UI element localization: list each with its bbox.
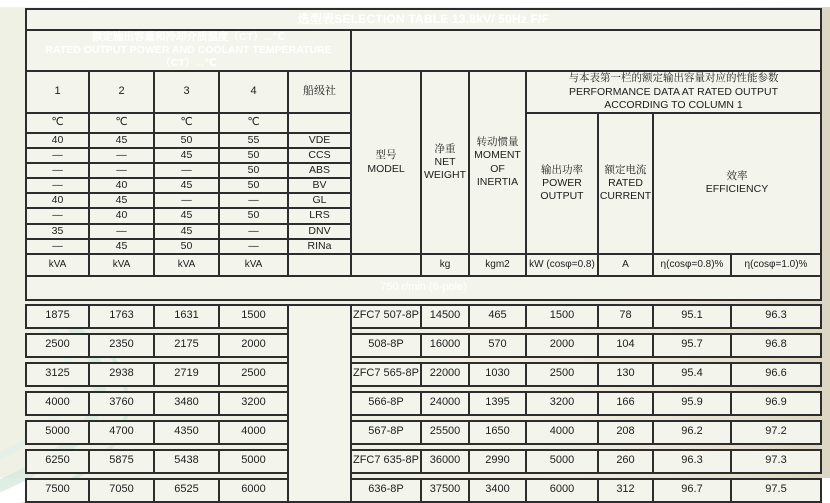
efficiency08-cell: 96.3 (653, 450, 731, 473)
capacity-cell: 2719 (154, 363, 219, 386)
temp-cell: 50 (219, 148, 288, 163)
model-cell: ZFC7 565-8P (351, 363, 421, 386)
capacity-cell: 2500 (219, 363, 288, 386)
top-white-strip (0, 0, 830, 7)
capacity-cell: 3125 (26, 363, 89, 386)
temp-cell: 45 (154, 224, 219, 239)
inertia-header: 转动惯量 MOMENT OF INERTIA (469, 71, 526, 253)
model-cell: 508-8P (351, 334, 421, 357)
model-cell: 566-8P (351, 392, 421, 415)
subtitle-zh: 额定输出容量和冷却介质温度（CT）...℃ (92, 31, 285, 43)
column-2-header: 2 (89, 71, 154, 112)
temp-cell: 45 (154, 148, 219, 163)
efficiency08-cell: 96.2 (653, 421, 731, 444)
temp-cell: 45 (154, 178, 219, 193)
temp-cell: — (154, 163, 219, 178)
page-title: 选型表SELECTION TABLE 13.8kV/ 50Hz F/F (26, 9, 821, 30)
current-cell: 130 (598, 363, 653, 386)
data-row (26, 363, 821, 386)
unit-kg-cell: kg (421, 254, 469, 276)
net-weight-header: 净重 NET WEIGHT (421, 71, 469, 253)
society-cell: GL (288, 193, 351, 208)
column-1-header: 1 (26, 71, 89, 112)
weight-cell: 22000 (421, 363, 469, 386)
units-row (26, 254, 821, 276)
capacity-cell: 6250 (26, 450, 89, 473)
capacity-cell: 6525 (154, 479, 219, 502)
capacity-cell: 7500 (26, 479, 89, 502)
temp-cell: — (89, 148, 154, 163)
column-4-header: 4 (219, 71, 288, 112)
efficiency08-cell: 96.7 (653, 479, 731, 502)
capacity-cell: 4000 (26, 392, 89, 415)
temp-cell: 40 (89, 208, 154, 223)
capacity-cell: 7050 (89, 479, 154, 502)
rpm-band-row (26, 276, 821, 300)
temp-cell: 35 (26, 224, 89, 239)
unit-a-cell: A (598, 254, 653, 276)
weight-cell: 36000 (421, 450, 469, 473)
temp-cell: 40 (26, 133, 89, 148)
capacity-cell: 5438 (154, 450, 219, 473)
capacity-cell: 6000 (219, 479, 288, 502)
power-cell: 5000 (526, 450, 598, 473)
unit-eta08-cell: η(cosφ=0.8)% (653, 254, 731, 276)
weight-cell: 14500 (421, 305, 469, 328)
column-number-row (26, 71, 821, 112)
temp-cell: — (219, 193, 288, 208)
society-cell: BV (288, 178, 351, 193)
capacity-cell: 2000 (219, 334, 288, 357)
capacity-cell: 2175 (154, 334, 219, 357)
subtitle-cell (26, 30, 351, 71)
data-row (26, 450, 821, 473)
current-cell: 166 (598, 392, 653, 415)
current-cell: 104 (598, 334, 653, 357)
inertia-cell: 570 (469, 334, 526, 357)
performance-header: 与本表第一栏的额定输出容量对应的性能参数 PERFORMANCE DATA AT RATED OUTPUT ACCORDING TO COLUMN 1 (526, 71, 821, 112)
model-cell: ZFC7 507-8P (351, 305, 421, 328)
society-blank-column (288, 305, 351, 502)
society-blank-cell (288, 113, 351, 133)
efficiency10-cell: 97.3 (731, 450, 821, 473)
column-3-header: 3 (154, 71, 219, 112)
selection-table (25, 8, 822, 503)
temp-cell: 40 (89, 178, 154, 193)
temp-cell: — (26, 239, 89, 254)
unit-kva-cell: kVA (89, 254, 154, 276)
inertia-cell: 465 (469, 305, 526, 328)
temp-cell: — (219, 224, 288, 239)
capacity-cell: 4350 (154, 421, 219, 444)
efficiency08-cell: 95.9 (653, 392, 731, 415)
unit-kva-cell: kVA (154, 254, 219, 276)
current-cell: 260 (598, 450, 653, 473)
society-cell: DNV (288, 224, 351, 239)
capacity-cell: 2350 (89, 334, 154, 357)
power-cell: 1500 (526, 305, 598, 328)
power-cell: 6000 (526, 479, 598, 502)
temp-cell: 55 (219, 133, 288, 148)
subtitle-en: RATED OUTPUT POWER AND COOLANT TEMPERATURE（CT）...℃ (45, 44, 332, 70)
weight-cell: 25500 (421, 421, 469, 444)
data-row (26, 392, 821, 415)
current-cell: 78 (598, 305, 653, 328)
capacity-cell: 1500 (219, 305, 288, 328)
temp-cell: — (26, 148, 89, 163)
efficiency08-cell: 95.1 (653, 305, 731, 328)
temp-cell: — (89, 163, 154, 178)
efficiency08-cell: 95.7 (653, 334, 731, 357)
data-row (26, 305, 821, 328)
model-cell: ZFC7 635-8P (351, 450, 421, 473)
title-row (26, 9, 821, 30)
unit-blank-cell (288, 254, 351, 276)
inertia-cell: 1395 (469, 392, 526, 415)
efficiency08-cell: 95.4 (653, 363, 731, 386)
capacity-cell: 5875 (89, 450, 154, 473)
temp-unit-cell: ℃ (26, 113, 89, 133)
temp-cell: — (154, 193, 219, 208)
subtitle-row (26, 30, 821, 71)
efficiency10-cell: 96.8 (731, 334, 821, 357)
temp-cell: 45 (89, 239, 154, 254)
rpm-band-label: 750 r/min (8-pole) (26, 276, 821, 300)
efficiency10-cell: 97.5 (731, 479, 821, 502)
temp-cell: — (26, 178, 89, 193)
unit-kgm2-cell: kgm2 (469, 254, 526, 276)
temp-cell: 50 (219, 208, 288, 223)
rated-current-header: 额定电流 RATED CURRENT (598, 113, 653, 254)
temp-cell: — (26, 208, 89, 223)
efficiency-header: 效率 EFFICIENCY (653, 113, 821, 254)
capacity-cell: 4000 (219, 421, 288, 444)
efficiency10-cell: 96.6 (731, 363, 821, 386)
temp-cell: 40 (26, 193, 89, 208)
capacity-cell: 1875 (26, 305, 89, 328)
current-cell: 312 (598, 479, 653, 502)
capacity-cell: 1763 (89, 305, 154, 328)
model-cell: 567-8P (351, 421, 421, 444)
temp-cell: 50 (154, 133, 219, 148)
temp-cell: 50 (154, 239, 219, 254)
weight-cell: 16000 (421, 334, 469, 357)
weight-cell: 24000 (421, 392, 469, 415)
temp-cell: 45 (154, 208, 219, 223)
temp-cell: — (26, 163, 89, 178)
temp-unit-cell: ℃ (154, 113, 219, 133)
data-row (26, 421, 821, 444)
model-cell: 636-8P (351, 479, 421, 502)
unit-blank-cell (351, 254, 421, 276)
capacity-cell: 2500 (26, 334, 89, 357)
society-cell: ABS (288, 163, 351, 178)
capacity-cell: 3760 (89, 392, 154, 415)
inertia-cell: 1650 (469, 421, 526, 444)
power-cell: 4000 (526, 421, 598, 444)
efficiency10-cell: 96.9 (731, 392, 821, 415)
capacity-cell: 4700 (89, 421, 154, 444)
temp-cell: 45 (89, 133, 154, 148)
subtitle-blank-cell (351, 30, 821, 71)
temp-unit-cell: ℃ (219, 113, 288, 133)
temp-cell: — (219, 239, 288, 254)
data-row (26, 334, 821, 357)
society-cell: CCS (288, 148, 351, 163)
current-cell: 208 (598, 421, 653, 444)
unit-kw-cell: kW (cosφ=0.8) (526, 254, 598, 276)
power-cell: 2500 (526, 363, 598, 386)
power-cell: 2000 (526, 334, 598, 357)
unit-eta10-cell: η(cosφ=1.0)% (731, 254, 821, 276)
capacity-cell: 5000 (219, 450, 288, 473)
temp-cell: 45 (89, 193, 154, 208)
temp-cell: 50 (219, 178, 288, 193)
society-cell: LRS (288, 208, 351, 223)
model-header: 型号 MODEL (351, 71, 421, 253)
society-cell: RINa (288, 239, 351, 254)
inertia-cell: 1030 (469, 363, 526, 386)
unit-kva-cell: kVA (26, 254, 89, 276)
capacity-cell: 5000 (26, 421, 89, 444)
temp-unit-cell: ℃ (89, 113, 154, 133)
society-cell: VDE (288, 133, 351, 148)
capacity-cell: 2938 (89, 363, 154, 386)
power-cell: 3200 (526, 392, 598, 415)
unit-kva-cell: kVA (219, 254, 288, 276)
temp-cell: 50 (219, 163, 288, 178)
power-output-header: 输出功率 POWER OUTPUT (526, 113, 598, 254)
capacity-cell: 1631 (154, 305, 219, 328)
capacity-cell: 3200 (219, 392, 288, 415)
temp-cell: — (89, 224, 154, 239)
weight-cell: 37500 (421, 479, 469, 502)
inertia-cell: 3400 (469, 479, 526, 502)
data-row (26, 479, 821, 502)
society-header: 船级社 (288, 71, 351, 112)
inertia-cell: 2990 (469, 450, 526, 473)
capacity-cell: 3480 (154, 392, 219, 415)
efficiency10-cell: 96.3 (731, 305, 821, 328)
efficiency10-cell: 97.2 (731, 421, 821, 444)
